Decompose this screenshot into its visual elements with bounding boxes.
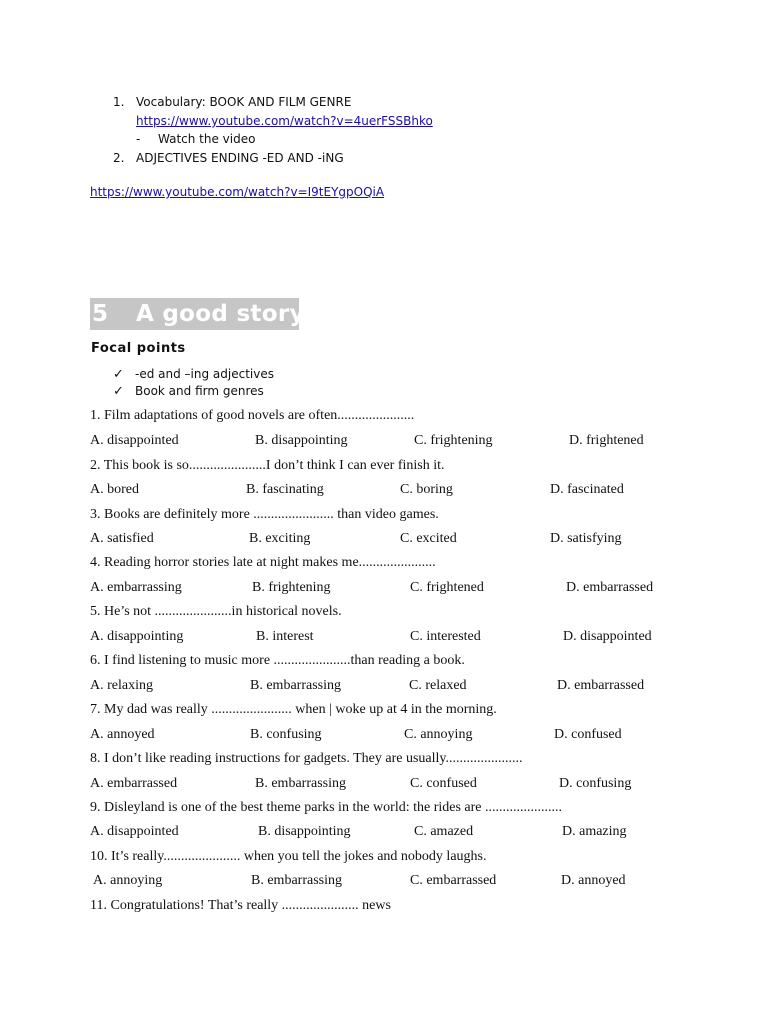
watch-video-text: Watch the video [158, 132, 256, 146]
question-2: 2. This book is so......................I don’t think I can ever finish it. [90, 458, 445, 473]
option-b: B. disappointing [255, 433, 348, 448]
unit-title: A good story! [136, 301, 316, 327]
option-a: A. satisfied [90, 531, 154, 546]
option-c: C. interested [410, 629, 481, 644]
option-d: D. satisfying [550, 531, 622, 546]
unit-number: 5 [92, 301, 109, 327]
question-8: 8. I don’t like reading instructions for gadgets. They are usually...................... [90, 751, 523, 766]
option-a: A. disappointing [90, 629, 184, 644]
option-a: A. disappointed [90, 824, 179, 839]
option-b: B. fascinating [246, 482, 324, 497]
list-number-1: 1. [113, 95, 125, 109]
question-5: 5. He’s not ......................in historical novels. [90, 604, 342, 619]
question-3: 3. Books are definitely more ....................... than video games. [90, 507, 439, 522]
option-d: D. annoyed [561, 873, 626, 888]
option-a: A. bored [90, 482, 139, 497]
focal-point-text: Book and firm genres [135, 384, 264, 398]
question-11: 11. Congratulations! That’s really ...................... news [90, 898, 391, 913]
question-10: 10. It’s really...................... when you tell the jokes and nobody laughs. [90, 849, 487, 864]
option-a: A. annoyed [90, 727, 155, 742]
option-d: D. amazing [562, 824, 627, 839]
option-a: A. relaxing [90, 678, 153, 693]
checkmark-icon: ✓ [113, 367, 124, 382]
focal-point-item [113, 367, 274, 382]
question-6: 6. I find listening to music more ......................than reading a book. [90, 653, 465, 668]
checkmark-icon: ✓ [113, 384, 124, 399]
option-c: C. amazed [414, 824, 474, 839]
option-c: C. annoying [404, 727, 473, 742]
question-1: 1. Film adaptations of good novels are often...................... [90, 408, 415, 423]
focal-point-text: -ed and –ing adjectives [135, 367, 274, 381]
question-7: 7. My dad was really ....................... when | woke up at 4 in the morning. [90, 702, 497, 717]
option-b: B. interest [256, 629, 314, 644]
question-4: 4. Reading horror stories late at night makes me...................... [90, 555, 436, 570]
option-d: D. embarrassed [566, 580, 654, 595]
option-d: D. fascinated [550, 482, 624, 497]
option-b: B. embarrassing [251, 873, 342, 888]
option-d: D. frightened [569, 433, 644, 448]
question-9: 9. Disleyland is one of the best theme parks in the world: the rides are ...................... [90, 800, 563, 815]
option-a: A. embarrassing [90, 580, 182, 595]
focal-points-heading: Focal points [91, 341, 186, 356]
option-a: A. embarrassed [90, 776, 178, 791]
option-c: C. boring [400, 482, 453, 497]
option-b: B. disappointing [258, 824, 351, 839]
vocabulary-heading: Vocabulary: BOOK AND FILM GENRE [136, 95, 352, 109]
option-c: C. frightened [410, 580, 484, 595]
unit-title-bar [90, 298, 316, 330]
option-a: A. disappointed [90, 433, 179, 448]
option-c: C. frightening [414, 433, 493, 448]
adjectives-heading: ADJECTIVES ENDING -ED AND -iNG [136, 151, 344, 165]
option-d: D. embarrassed [557, 678, 645, 693]
option-c: C. confused [410, 776, 477, 791]
sub-bullet-dash: - [136, 132, 141, 146]
focal-point-item [113, 384, 264, 399]
video-link-2[interactable]: https://www.youtube.com/watch?v=I9tEYgpOQiA [90, 185, 385, 199]
list-number-2: 2. [113, 151, 125, 165]
option-b: B. confusing [250, 727, 322, 742]
option-d: D. disappointed [563, 629, 652, 644]
option-b: B. embarrassing [250, 678, 341, 693]
option-c: C. embarrassed [410, 873, 497, 888]
option-b: B. exciting [249, 531, 311, 546]
option-c: C. excited [400, 531, 457, 546]
option-b: B. frightening [252, 580, 331, 595]
option-d: D. confusing [559, 776, 632, 791]
option-a: A. annoying [93, 873, 163, 888]
option-c: C. relaxed [409, 678, 467, 693]
video-link-1[interactable]: https://www.youtube.com/watch?v=4uerFSSBhko [136, 114, 433, 128]
option-d: D. confused [554, 727, 622, 742]
option-b: B. embarrassing [255, 776, 346, 791]
